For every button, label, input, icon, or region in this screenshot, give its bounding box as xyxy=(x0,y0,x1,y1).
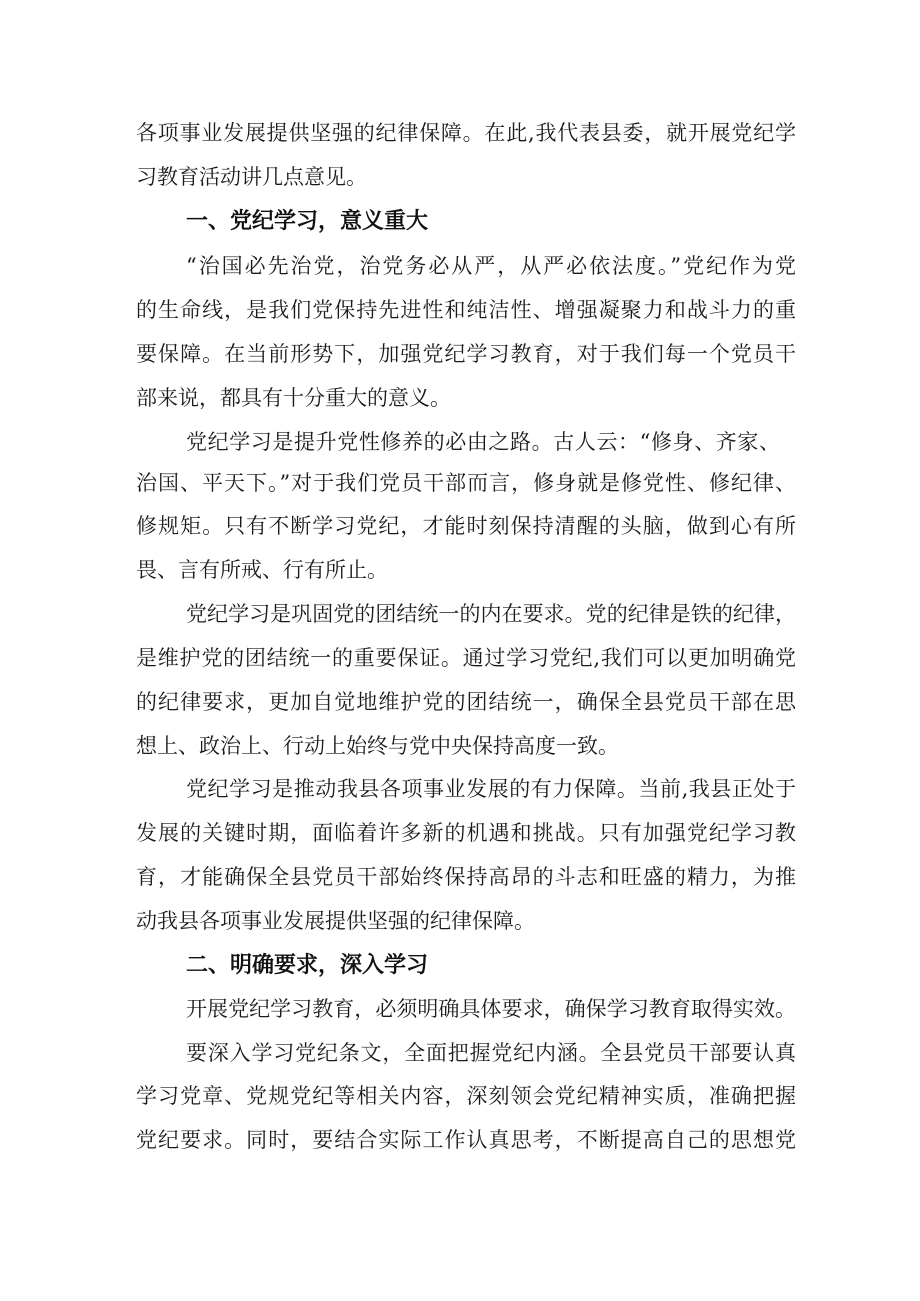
body-line: 学习党章、党规党纪等相关内容，深刻领会党纪精神实质，准确把握 xyxy=(136,1084,796,1108)
body-line: 治国、平天下。”对于我们党员干部而言，修身就是修党性、修纪律、 xyxy=(136,471,796,495)
body-line: 发展的关键时期，面临着许多新的机遇和挑战。只有加强党纪学习教 xyxy=(136,821,796,845)
body-line: 要保障。在当前形势下，加强党纪学习教育，对于我们每一个党员干 xyxy=(136,342,796,366)
body-line: 育，才能确保全县党员干部始终保持高昂的斗志和旺盛的精力，为推 xyxy=(136,865,796,889)
body-line: “治国必先治党，治党务必从严，从严必依法度。”党纪作为党 xyxy=(186,254,796,278)
body-line: 党纪学习是提升党性修养的必由之路。古人云：“修身、齐家、 xyxy=(186,430,780,454)
body-line: 部来说，都具有十分重大的意义。 xyxy=(136,386,451,410)
body-line: 开展党纪学习教育，必须明确具体要求，确保学习教育取得实效。 xyxy=(186,997,796,1021)
body-line: 要深入学习党纪条文，全面把握党纪内涵。全县党员干部要认真 xyxy=(186,1041,796,1065)
body-line: 党纪要求。同时，要结合实际工作认真思考，不断提高自己的思想党 xyxy=(136,1128,796,1152)
body-line: 畏、言有所戒、行有所止。 xyxy=(136,558,388,582)
body-line: 的生命线，是我们党保持先进性和纯洁性、增强凝聚力和战斗力的重 xyxy=(136,298,796,322)
body-line: 各项事业发展提供坚强的纪律保障。在此,我代表县委，就开展党纪学 xyxy=(136,121,796,145)
body-line: 动我县各项事业发展提供坚强的纪律保障。 xyxy=(136,909,535,933)
body-line: 修规矩。只有不断学习党纪，才能时刻保持清醒的头脑，做到心有所 xyxy=(136,514,796,538)
body-line: 党纪学习是推动我县各项事业发展的有力保障。当前,我县正处于 xyxy=(186,777,796,801)
body-line: 是维护党的团结统一的重要保证。通过学习党纪,我们可以更加明确党 xyxy=(136,646,796,670)
body-line: 党纪学习是巩固党的团结统一的内在要求。党的纪律是铁的纪律， xyxy=(186,602,796,626)
body-line: 习教育活动讲几点意见。 xyxy=(136,165,367,189)
body-line: 想上、政治上、行动上始终与党中央保持高度一致。 xyxy=(136,734,619,758)
section-heading-1: 一、党纪学习，意义重大 xyxy=(186,209,429,234)
body-line: 的纪律要求，更加自觉地维护党的团结统一，确保全县党员干部在思 xyxy=(136,690,796,714)
section-heading-2: 二、明确要求，深入学习 xyxy=(186,953,429,978)
